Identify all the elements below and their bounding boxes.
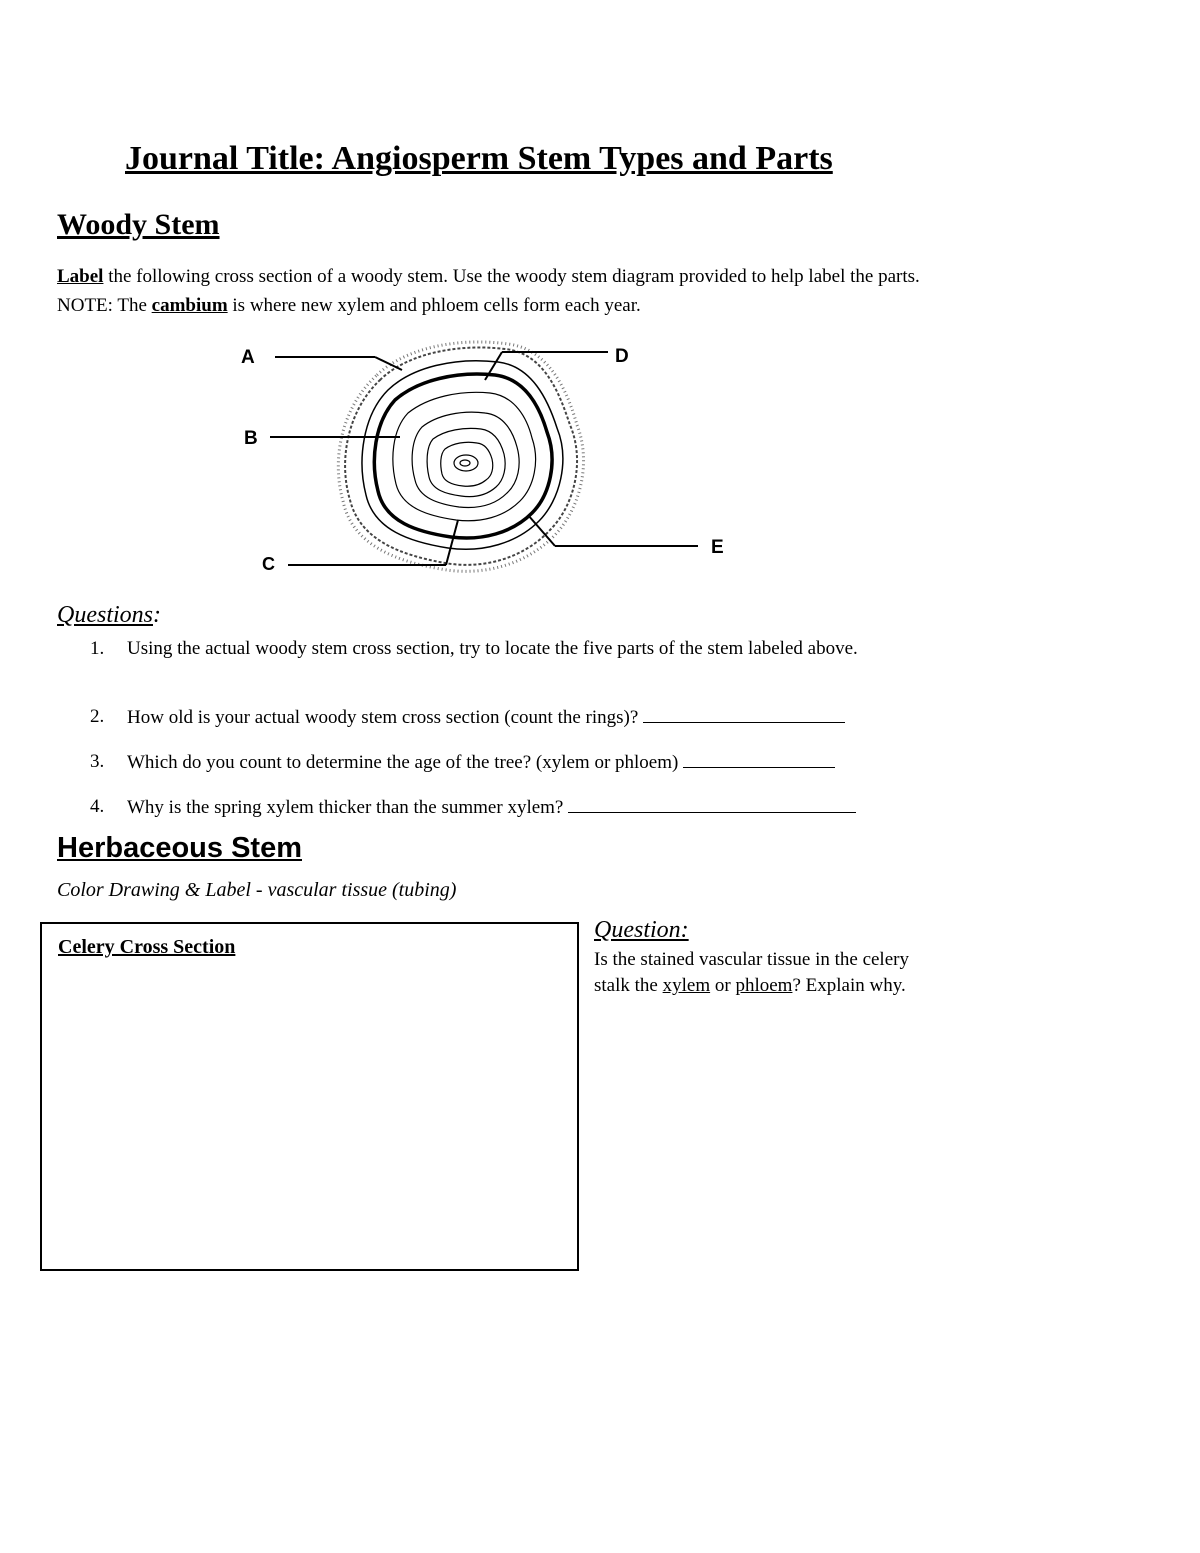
herbaceous-instruction: Color Drawing & Label - vascular tissue (tubing) [57,879,457,901]
cambium-word: cambium [151,295,228,316]
woody-stem-heading: Woody Stem [57,208,220,241]
question-number: 4. [90,796,105,817]
question-text: Why is the spring xylem thicker than the summer xylem? [127,797,564,818]
questions-heading: Questions: [57,602,161,628]
diagram-label-a: A [241,347,255,368]
question-number: 3. [90,751,105,772]
answer-blank[interactable] [683,749,835,768]
cambium-ring [374,374,552,538]
diagram-label-d: D [615,346,629,367]
question-item-4 [90,794,930,820]
woody-stem-instructions [57,262,937,320]
question-item-3 [90,749,930,775]
answer-blank[interactable] [568,794,856,813]
question-text: How old is your actual woody stem cross section (count the rings)? [127,707,639,728]
question-text: Which do you count to determine the age of the tree? (xylem or phloem) [127,752,679,773]
answer-blank[interactable] [643,704,845,723]
instructions-text-1: the following cross section of a woody stem. Use the woody stem diagram provided to help label the parts. NOTE: The [57,266,920,316]
journal-title: Journal Title: Angiosperm Stem Types and Parts [125,140,833,177]
celery-drawing-box[interactable] [40,922,579,1271]
label-word: Label [57,266,104,287]
question-number: 2. [90,706,105,727]
woody-stem-diagram [230,335,750,580]
instructions-text-2: is where new xylem and phloem cells form each year. [227,295,641,316]
celery-box-title: Celery Cross Section [58,936,236,958]
xylem-word: xylem [662,975,711,996]
diagram-label-e: E [711,537,724,558]
herbaceous-stem-heading: Herbaceous Stem [57,832,302,864]
question-item-2 [90,704,930,730]
herbaceous-question-heading: Question: [594,917,689,943]
diagram-label-c: C [262,554,275,574]
phloem-word: phloem [735,975,793,996]
question-text: Using the actual woody stem cross section, try to locate the five parts of the stem labeled above. [127,638,858,659]
question-number: 1. [90,638,105,659]
herbaceous-question-text: Is the stained vascular tissue in the celery stalk the xylem or phloem? Explain why. [594,949,909,996]
question-item-1 [90,636,930,690]
diagram-label-b: B [244,428,258,449]
